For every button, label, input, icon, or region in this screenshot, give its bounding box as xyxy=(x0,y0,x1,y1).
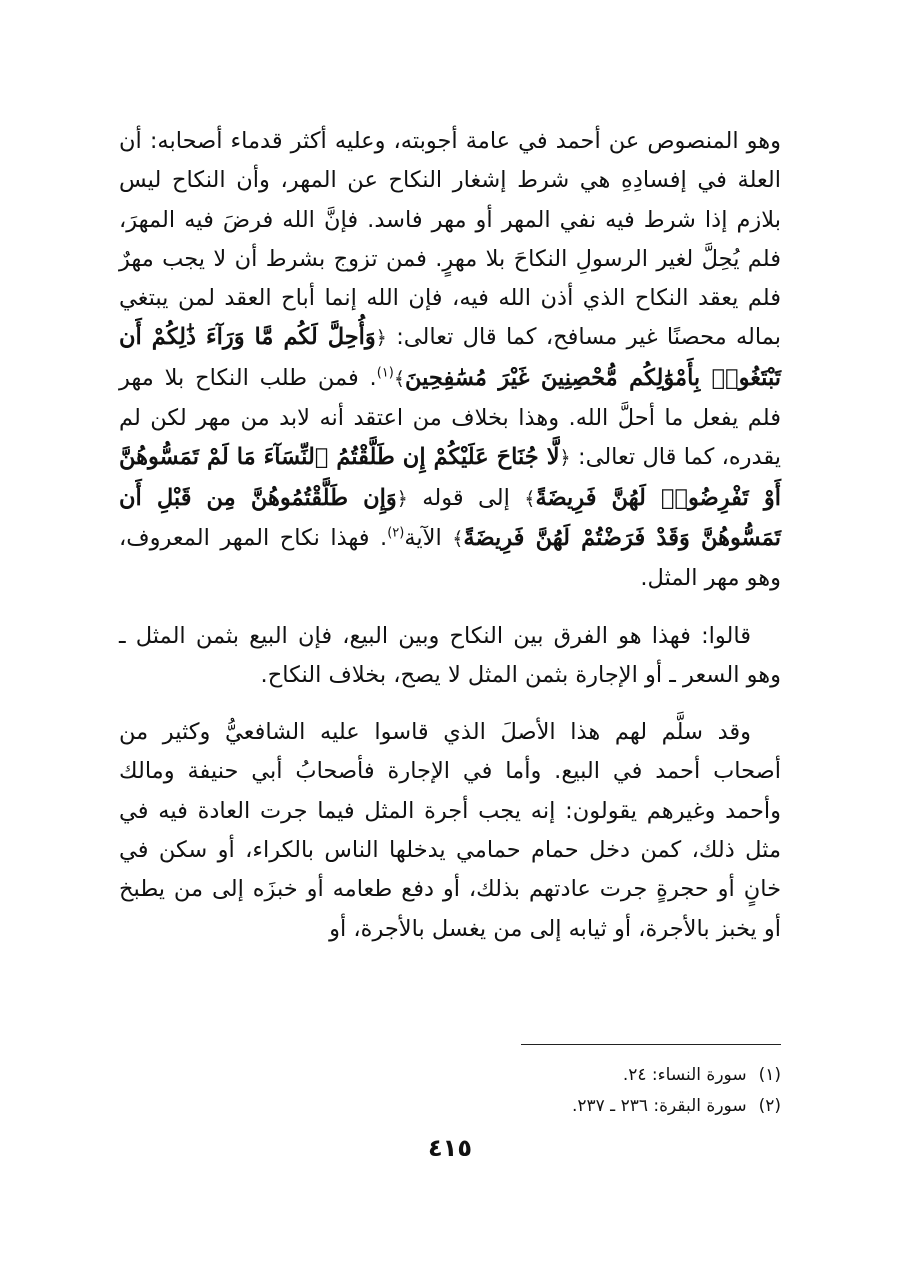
footnotes xyxy=(119,1060,781,1122)
footnote-separator xyxy=(521,1044,781,1045)
footnote-item xyxy=(119,1091,781,1122)
quran-close-bracket: ﴾ xyxy=(393,367,405,390)
quran-verse: وَأُحِلَّ لَكُم مَّا وَرَآءَ ذَٰلِكُمْ أَن تَبْتَغُوا۟ بِأَمْوَٰلِكُم مُّحْصِنِينَ غَيْرَ مُسَٰفِحِينَ xyxy=(119,324,782,391)
text-segment: وهو المنصوص عن أحمد في عامة أجوبته، وعليه أكثر قدماء أصحابه: أن العلة في إفسادِهِ هي شرط إشغار النكاح عن المهر، وأن النكاح ليس بلازم إذا شرط فيه نفي المهر أو مهر فاسد. فإنَّ الله فرضَ فيه المهرَ، فلم يُحِلَّ لغير الرسولِ النكاحَ بلا مهرٍ. فمن تزوج بشرط أن لا يجب مهرٌ فلم يعقد النكاح الذي أذن الله فيه، فإن الله إنما أباح العقد لمن يبتغي بماله محصنًا غير مسافح، كما قال تعالى: xyxy=(119,128,781,351)
text-segment: الآية xyxy=(404,524,442,551)
paragraph-1 xyxy=(119,122,781,599)
footnote-marker: (١) xyxy=(376,365,394,381)
text-segment: . فهذا نكاح المهر المعروف، وهو مهر المثل. xyxy=(119,524,781,592)
footnote-text: سورة النساء: ٢٤. xyxy=(622,1065,747,1085)
main-text xyxy=(119,122,781,949)
page-number: ٤١٥ xyxy=(428,1134,472,1162)
paragraph-3: وقد سلَّم لهم هذا الأصلَ الذي قاسوا عليه الشافعيُّ وكثير من أصحاب أحمد في البيع. وأما في الإجارة فأصحابُ أبي حنيفة ومالك وأحمد وغيرهم يقولون: إنه يجب أجرة المثل فيما جرت العادة فيه في مثل ذلك، كمن دخل حمام حمامي يدخلها الناس بالكراء، أو سكن في خانٍ أو حجرةٍ جرت عادتهم بذلك، أو دفع طعامه أو خبزَه إلى من يطبخ أو يخبز بالأجرة، أو ثيابه إلى من يغسل بالأجرة، أو xyxy=(119,719,781,942)
quran-open-bracket: ﴿ xyxy=(559,447,571,470)
footnote-item xyxy=(119,1060,781,1091)
text-segment: . فمن طلب النكاح بلا مهر فلم يفعل ما أحلَّ الله. وهذا بخلاف من اعتقد أنه لابد من مهر لكن لم يقدره، كما قال تعالى: xyxy=(119,364,781,471)
quran-open-bracket: ﴿ xyxy=(375,327,387,350)
footnote-text: سورة البقرة: ٢٣٦ ـ ٢٣٧. xyxy=(571,1096,747,1116)
paragraph-2: قالوا: فهذا هو الفرق بين النكاح وبين البيع، فإن البيع بثمن المثل ـ وهو السعر ـ أو الإجارة بثمن المثل لا يصح، بخلاف النكاح. xyxy=(119,622,781,688)
quran-verse: وَإِن طَلَّقْتُمُوهُنَّ مِن قَبْلِ أَن تَمَسُّوهُنَّ وَقَدْ فَرَضْتُمْ لَهُنَّ فَرِيضَةً xyxy=(119,484,781,551)
quran-close-bracket: ﴾ xyxy=(524,487,536,510)
quran-verse: لَّا جُنَاحَ عَلَيْكُمْ إِن طَلَّقْتُمُ ٱلنِّسَآءَ مَا لَمْ تَمَسُّوهُنَّ أَوْ تَفْرِضُوا۟ لَهُنَّ فَرِيضَةً xyxy=(119,444,781,511)
quran-close-bracket: ﴾ xyxy=(452,527,464,550)
footnote-number: (١) xyxy=(758,1065,781,1085)
text-segment: إلى قوله xyxy=(422,484,510,511)
footnote-marker: (٢) xyxy=(387,525,405,541)
footnote-number: (٢) xyxy=(758,1096,781,1116)
quran-open-bracket: ﴿ xyxy=(396,487,408,510)
